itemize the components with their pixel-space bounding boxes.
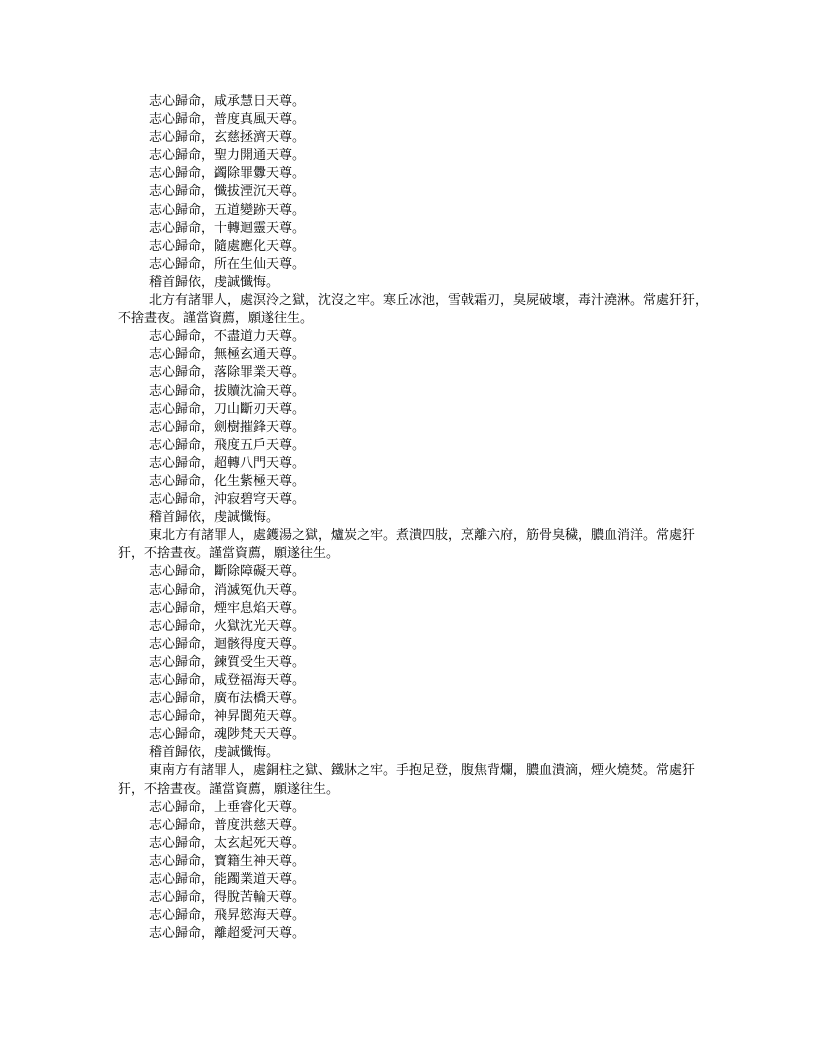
invocation-line: 志心歸命，聖力開通天尊。 [149,148,306,164]
invocation-line: 志心歸命，神昇閬苑天尊。 [149,709,306,725]
invocation-line: 志心歸命，飛昇慾海天尊。 [149,908,306,924]
invocation-line: 志心歸命，不盡道力天尊。 [149,329,306,345]
refrain-line: 稽首歸依，虔誠懺悔。 [149,745,280,761]
invocation-line: 志心歸命，普度真風天尊。 [149,112,306,128]
invocation-line: 志心歸命，離超愛河天尊。 [149,926,306,942]
invocation-line: 志心歸命，咸登福海天尊。 [149,673,306,688]
invocation-line: 志心歸命，飛度五戶天尊。 [149,437,306,453]
invocation-line: 志心歸命，五道變跡天尊。 [149,202,306,218]
invocation-line: 志心歸命，拔贖沈淪天尊。 [149,383,306,399]
invocation-line: 志心歸命，沖寂碧穹天尊。 [149,492,306,508]
invocation-line: 志心歸命，得脫苦輪天尊。 [149,890,306,906]
invocation-line: 志心歸命，無極玄通天尊。 [149,347,306,363]
invocation-line: 志心歸命，鍊質受生天尊。 [149,654,306,670]
document-body [118,93,708,943]
invocation-line: 志心歸命，蠲除罪釁天尊。 [149,166,306,182]
refrain-line: 稽首歸依，虔誠懺悔。 [149,274,280,290]
invocation-line: 志心歸命，咸承慧日天尊。 [149,94,306,109]
invocation-line: 志心歸命，寶籍生神天尊。 [149,853,306,869]
invocation-line: 志心歸命，十轉迴靈天尊。 [149,220,306,236]
invocation-line: 志心歸命，化生紫極天尊。 [149,473,306,489]
refrain-line: 稽首歸依，虔誠懺悔。 [149,510,280,526]
invocation-line: 志心歸命，隨處應化天尊。 [149,238,306,254]
invocation-line: 志心歸命，魂陟梵天天尊。 [149,727,306,743]
invocation-line: 志心歸命，落除罪業天尊。 [149,365,306,381]
invocation-line: 志心歸命，太玄起死天尊。 [149,835,306,851]
invocation-line: 志心歸命，煙牢息焰天尊。 [149,600,306,616]
invocation-line: 志心歸命，迴骸得度天尊。 [149,636,306,652]
invocation-line: 志心歸命，玄慈拯濟天尊。 [149,130,306,146]
invocation-line: 志心歸命，斷除障礙天尊。 [149,564,306,580]
invocation-line: 志心歸命，劍樹摧鋒天尊。 [149,419,306,435]
invocation-line: 志心歸命，廣布法橋天尊。 [149,691,306,707]
invocation-line: 志心歸命，火獄沈光天尊。 [149,618,306,634]
invocation-line: 志心歸命，超轉八門天尊。 [149,455,306,471]
invocation-line: 志心歸命，上垂睿化天尊。 [149,799,306,815]
invocation-line: 志心歸命，懺拔湮沉天尊。 [149,184,306,200]
invocation-line: 志心歸命，所在生仙天尊。 [149,256,306,272]
invocation-line: 志心歸命，能躅業道天尊。 [149,872,306,888]
invocation-line: 志心歸命，消滅冤仇天尊。 [149,582,306,598]
invocation-line: 志心歸命，刀山斷刃天尊。 [149,401,306,417]
paragraph: 東南方有諸罪人，處銅柱之獄、鐵牀之牢。手抱足登，腹焦背爛，膿血潰滴，煙火燒焚。常處犴犴，不捨晝夜。謹當資薦，願遂往生。 [118,763,696,797]
paragraph: 東北方有諸罪人，處鑊湯之獄，爐炭之牢。煮潰四肢，烹離六府，筋骨臭穢，膿血消洋。常處犴犴，不捨晝夜。謹當資薦，願遂往生。 [118,528,696,562]
paragraph: 北方有諸罪人，處溟泠之獄，沈沒之牢。寒丘冰池，雪戟霜刃，臭屍破壞，毒汁澆淋。常處犴犴，不捨晝夜。謹當資薦，願遂往生。 [118,293,709,327]
invocation-line: 志心歸命，普度洪慈天尊。 [149,817,306,833]
